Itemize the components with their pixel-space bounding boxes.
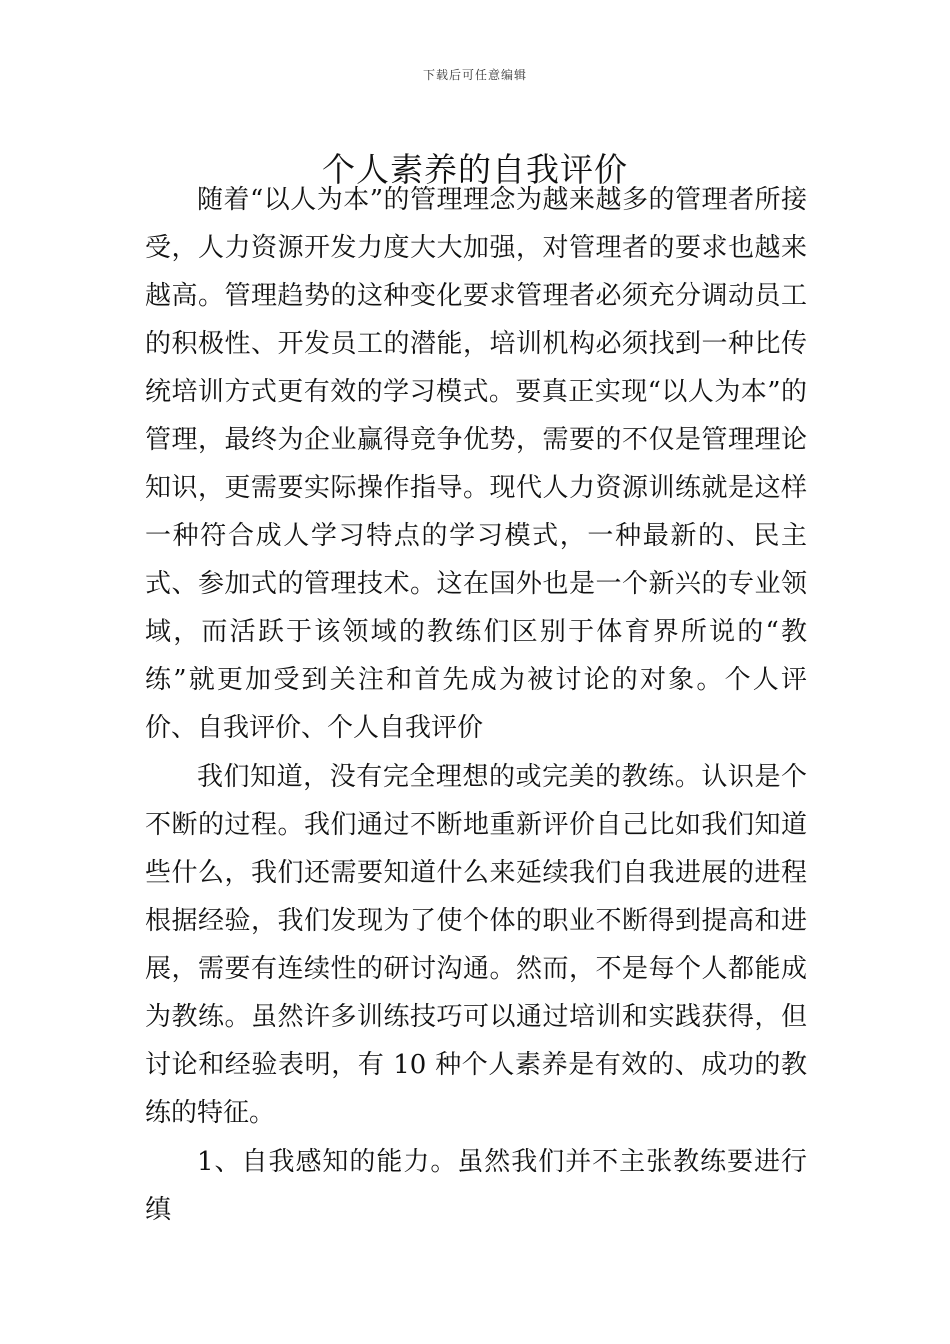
paragraph-intro: 随着“以人为本”的管理理念为越来越多的管理者所接受，人力资源开发力度大大加强，对管理者的要求也越来越高。管理趋势的这种变化要求管理者必须充分调动员工的积极性、开发员工的潜能，培训机构必须找到一种比传统培训方式更有效的学习模式。要真正实现“以人为本”的管理，最终为企业赢得竞争优势，需要的不仅是管理理论知识，更需要实际操作指导。现代人力资源训练就是这样一种符合成人学习特点的学习模式，一种最新的、民主式、参加式的管理技术。这在国外也是一个新兴的专业领域，而活跃于该领域的教练们区别于体育界所说的“教练”就更加受到关注和首先成为被讨论的对象。个人评价、自我评价、个人自我评价: [145, 185, 807, 743]
document-body: [145, 176, 807, 1234]
header-note: 下载后可任意编辑: [422, 68, 527, 82]
page-title: 个人素养的自我评价: [322, 150, 628, 190]
paragraph-item-1: 1、自我感知的能力。虽然我们并不主张教练要进行缜: [145, 1147, 807, 1225]
paragraph-coach-qualities: 我们知道，没有完全理想的或完美的教练。认识是个不断的过程。我们通过不断地重新评价自己比如我们知道些什么，我们还需要知道什么来延续我们自我进展的进程根据经验，我们发现为了使个体的职业不断得到提高和进展，需要有连续性的研讨沟通。然而，不是每个人都能成为教练。虽然许多训练技巧可以通过培训和实践获得，但讨论和经验表明，有 10 种个人素养是有效的、成功的教练的特征。: [145, 762, 807, 1128]
